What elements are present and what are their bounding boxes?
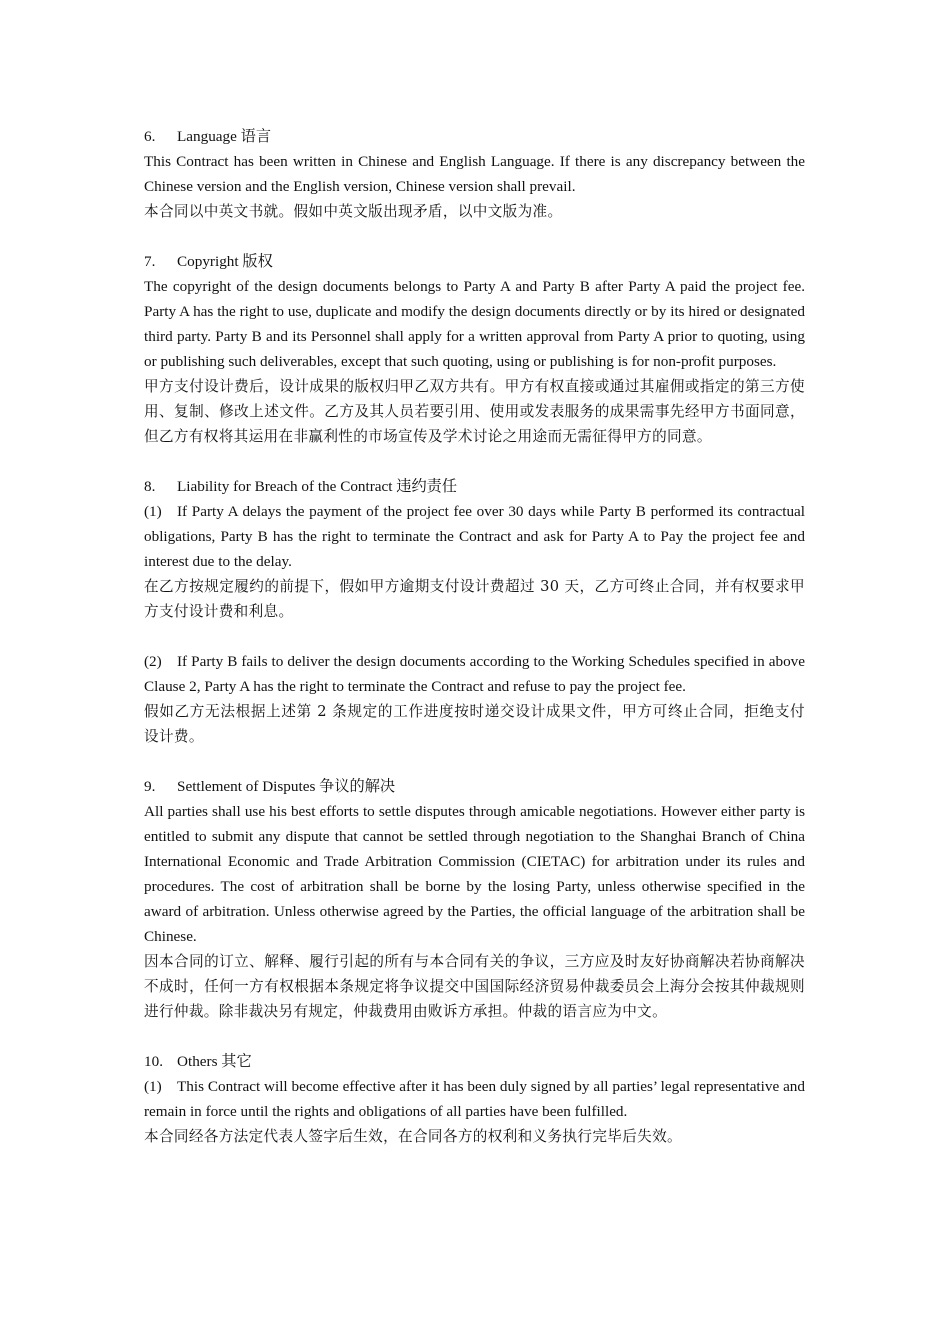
section-number: 8. <box>144 478 156 495</box>
paragraph-zh: 本合同以中英文书就。假如中英文版出现矛盾，以中文版为准。 <box>144 203 563 220</box>
section-number: 9. <box>144 778 156 795</box>
section-copyright <box>144 249 805 449</box>
clause-item-zh: 假如乙方无法根据上述第 2 条规定的工作进度按时递交设计成果文件，甲方可终止合同，拒绝支付设计费。 <box>144 703 805 745</box>
section-title: Liability for Breach of the Contract 违约责任 <box>177 478 458 495</box>
document-page <box>144 124 805 1149</box>
section-number: 6. <box>144 128 156 145</box>
clause-item-label: (1) <box>144 503 162 520</box>
clause-item-en <box>144 1074 805 1124</box>
paragraph-en: The copyright of the design documents belongs to Party A and Party B after Party A paid the project fee. Party A has the right to use, duplicate and modify the design documents directly or by its hired or designated third party. Party B and its Personnel shall apply for a written approval from Party A prior to quoting, using or publishing such deliverables, except that such quoting, using or publishing is for non-profit purposes. <box>144 278 805 370</box>
section-title: Language 语言 <box>177 128 272 145</box>
clause-item-en <box>144 499 805 574</box>
section-heading <box>144 1049 805 1074</box>
section-number: 10. <box>144 1053 163 1070</box>
section-heading <box>144 124 805 149</box>
section-liability <box>144 474 805 749</box>
section-title: Copyright 版权 <box>177 253 273 270</box>
clause-item-text: If Party A delays the payment of the project fee over 30 days while Party B performed its contractual obligations, Party B has the right to terminate the Contract and ask for Party A to Pay the project fee and interest due to the delay. <box>144 503 805 570</box>
section-language <box>144 124 805 224</box>
section-title: Others 其它 <box>177 1053 252 1070</box>
section-heading <box>144 474 805 499</box>
paragraph-en: All parties shall use his best efforts to settle disputes through amicable negotiations. However either party is entitled to submit any dispute that cannot be settled through negotiation to the Shanghai Branch of China International Economic and Trade Arbitration Commission (CIETAC) for arbitration under its rules and procedures. The cost of arbitration shall be borne by the losing Party, unless otherwise specified in the award of arbitration. Unless otherwise agreed by the Parties, the official language of the arbitration shall be Chinese. <box>144 803 805 945</box>
clause-item-text: This Contract will become effective after it has been duly signed by all parties’ legal representative and remain in force until the rights and obligations of all parties have been fulfilled. <box>144 1078 805 1120</box>
paragraph-en: This Contract has been written in Chinese and English Language. If there is any discrepancy between the Chinese version and the English version, Chinese version shall prevail. <box>144 153 805 195</box>
clause-item-zh: 在乙方按规定履约的前提下，假如甲方逾期支付设计费超过 30 天，乙方可终止合同，并有权要求甲方支付设计费和利息。 <box>144 578 805 620</box>
section-heading <box>144 774 805 799</box>
clause-item-zh: 本合同经各方法定代表人签字后生效，在合同各方的权利和义务执行完毕后失效。 <box>144 1128 682 1145</box>
section-number: 7. <box>144 253 156 270</box>
section-heading <box>144 249 805 274</box>
clause-item-label: (1) <box>144 1078 162 1095</box>
section-others <box>144 1049 805 1149</box>
clause-item-label: (2) <box>144 653 162 670</box>
clause-item-en <box>144 649 805 699</box>
paragraph-zh: 甲方支付设计费后，设计成果的版权归甲乙双方共有。甲方有权直接或通过其雇佣或指定的第三方使用、复制、修改上述文件。乙方及其人员若要引用、使用或发表服务的成果需事先经甲方书面同意，但乙方有权将其运用在非赢利性的市场宣传及学术讨论之用途而无需征得甲方的同意。 <box>144 378 805 445</box>
section-title: Settlement of Disputes 争议的解决 <box>177 778 396 795</box>
section-disputes <box>144 774 805 1024</box>
paragraph-zh: 因本合同的订立、解释、履行引起的所有与本合同有关的争议，三方应及时友好协商解决若协商解决不成时，任何一方有权根据本条规定将争议提交中国国际经济贸易仲裁委员会上海分会按其仲裁规则进行仲裁。除非裁决另有规定，仲裁费用由败诉方承担。仲裁的语言应为中文。 <box>144 953 805 1020</box>
clause-item-text: If Party B fails to deliver the design documents according to the Working Schedules specified in above Clause 2, Party A has the right to terminate the Contract and refuse to pay the project fee. <box>144 653 805 695</box>
